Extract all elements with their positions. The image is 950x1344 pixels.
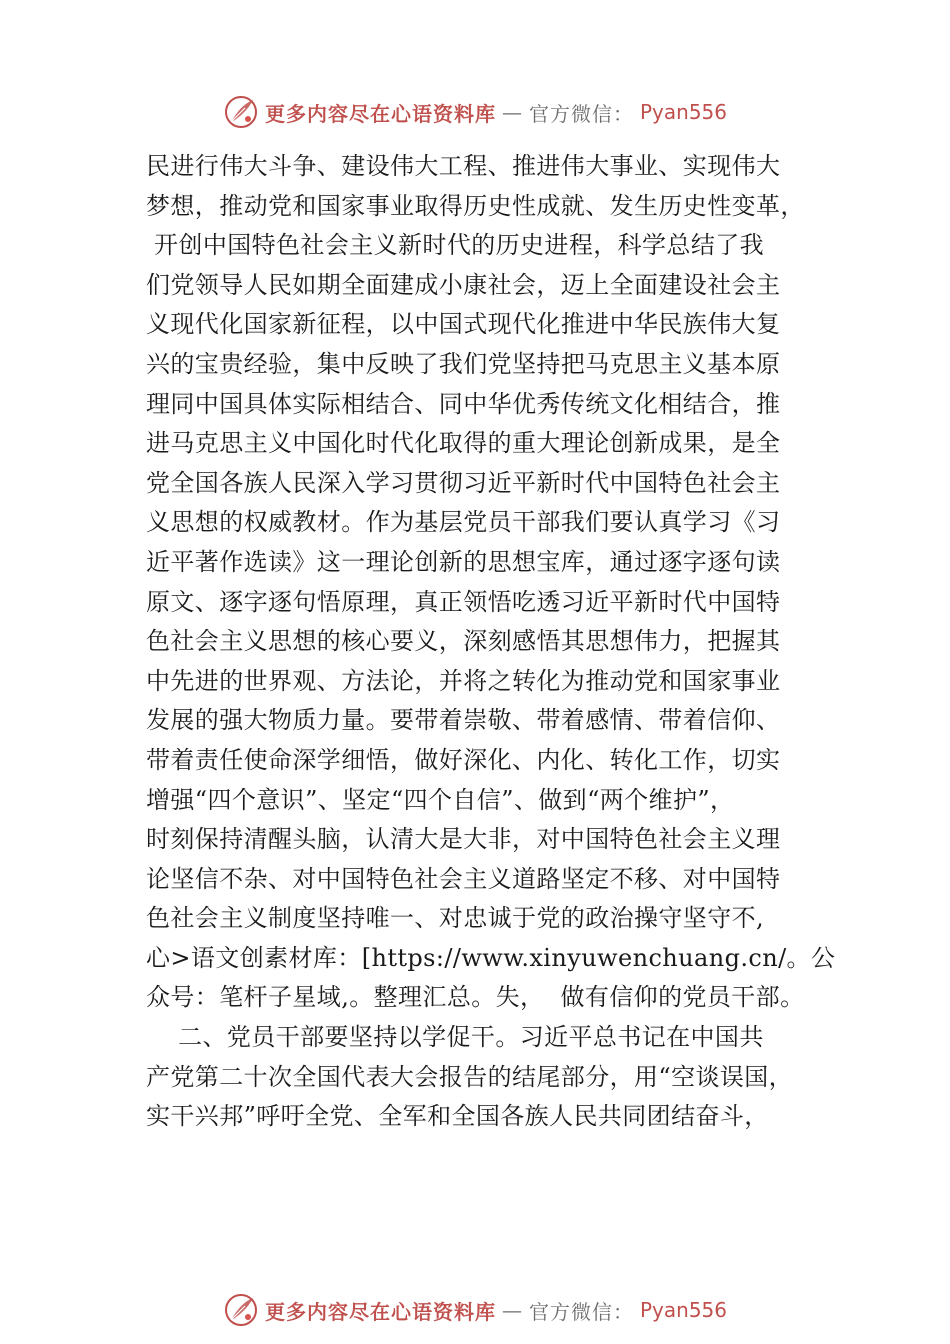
body-line: 梦想，推动党和国家事业取得历史性成就、发生历史性变革， xyxy=(146,191,805,220)
body-line: 众号：笔杆子星域,。整理汇总。失， 做有信仰的党员干部。 xyxy=(146,983,805,1012)
body-line: 心>语文创素材库：[https://www.xinyuwenchuang.cn/。公 xyxy=(146,943,836,972)
body-line: 增强“四个意识”、坚定“四个自信”、做到“两个维护”， xyxy=(146,785,735,814)
body-line: 原文、逐字逐句悟原理，真正领悟吃透习近平新时代中国特 xyxy=(146,587,781,616)
body-line: 色社会主义思想的核心要义，深刻感悟其思想伟力，把握其 xyxy=(146,627,781,656)
body-line: 实干兴邦”呼吁全党、全军和全国各族人民共同团结奋斗， xyxy=(146,1102,769,1131)
body-line: 色社会主义制度坚持唯一、对忠诚于党的政治操守坚守不, xyxy=(146,904,765,933)
body-line: 民进行伟大斗争、建设伟大工程、推进伟大事业、实现伟大 xyxy=(146,152,781,180)
separator: — xyxy=(501,1298,523,1322)
feather-logo-icon xyxy=(223,94,259,130)
wechat-label: 官方微信： xyxy=(528,1299,634,1324)
body-line: 进马克思主义中国化时代化取得的重大理论创新成果，是全 xyxy=(146,429,781,458)
body-line: 时刻保持清醒头脑，认清大是大非，对中国特色社会主义理 xyxy=(146,825,781,854)
body-line: 中先进的世界观、方法论，并将之转化为推动党和国家事业 xyxy=(146,666,781,695)
wechat-label: 官方微信： xyxy=(528,101,634,126)
body-line: 二、党员干部要坚持以学促干。习近平总书记在中国共 xyxy=(146,1023,764,1052)
body-line: 产党第二十次全国代表大会报告的结尾部分，用“空谈误国， xyxy=(146,1062,794,1091)
brand-text: 更多内容尽在心语资料库 xyxy=(264,1299,496,1324)
separator: — xyxy=(501,100,523,124)
body-line: 义思想的权威教材。作为基层党员干部我们要认真学习《习 xyxy=(146,508,781,537)
wechat-id: Pyan556 xyxy=(639,100,727,124)
body-line: 兴的宝贵经验，集中反映了我们党坚持把马克思主义基本原 xyxy=(146,349,781,378)
body-line: 开创中国特色社会主义新时代的历史进程，科学总结了我 xyxy=(146,231,765,260)
body-line: 论坚信不杂、对中国特色社会主义道路坚定不移、对中国特 xyxy=(146,864,781,893)
body-line: 发展的强大物质力量。要带着崇敬、带着感情、带着信仰、 xyxy=(146,706,781,735)
body-line: 近平著作选读》这一理论创新的思想宝库，通过逐字逐句读 xyxy=(146,547,781,576)
wechat-id: Pyan556 xyxy=(639,1298,727,1322)
body-line: 义现代化国家新征程，以中国式现代化推进中华民族伟大复 xyxy=(146,310,781,339)
header-banner xyxy=(0,92,950,132)
body-line: 们党领导人民如期全面建成小康社会，迈上全面建设社会主 xyxy=(146,270,781,299)
brand-text: 更多内容尽在心语资料库 xyxy=(264,101,496,126)
body-line: 带着责任使命深学细悟，做好深化、内化、转化工作，切实 xyxy=(146,745,781,774)
body-line: 党全国各族人民深入学习贯彻习近平新时代中国特色社会主 xyxy=(146,468,781,497)
footer-banner xyxy=(0,1290,950,1330)
document-body xyxy=(146,147,836,1137)
feather-logo-icon xyxy=(223,1292,259,1328)
body-line: 理同中国具体实际相结合、同中华优秀传统文化相结合，推 xyxy=(146,389,781,418)
